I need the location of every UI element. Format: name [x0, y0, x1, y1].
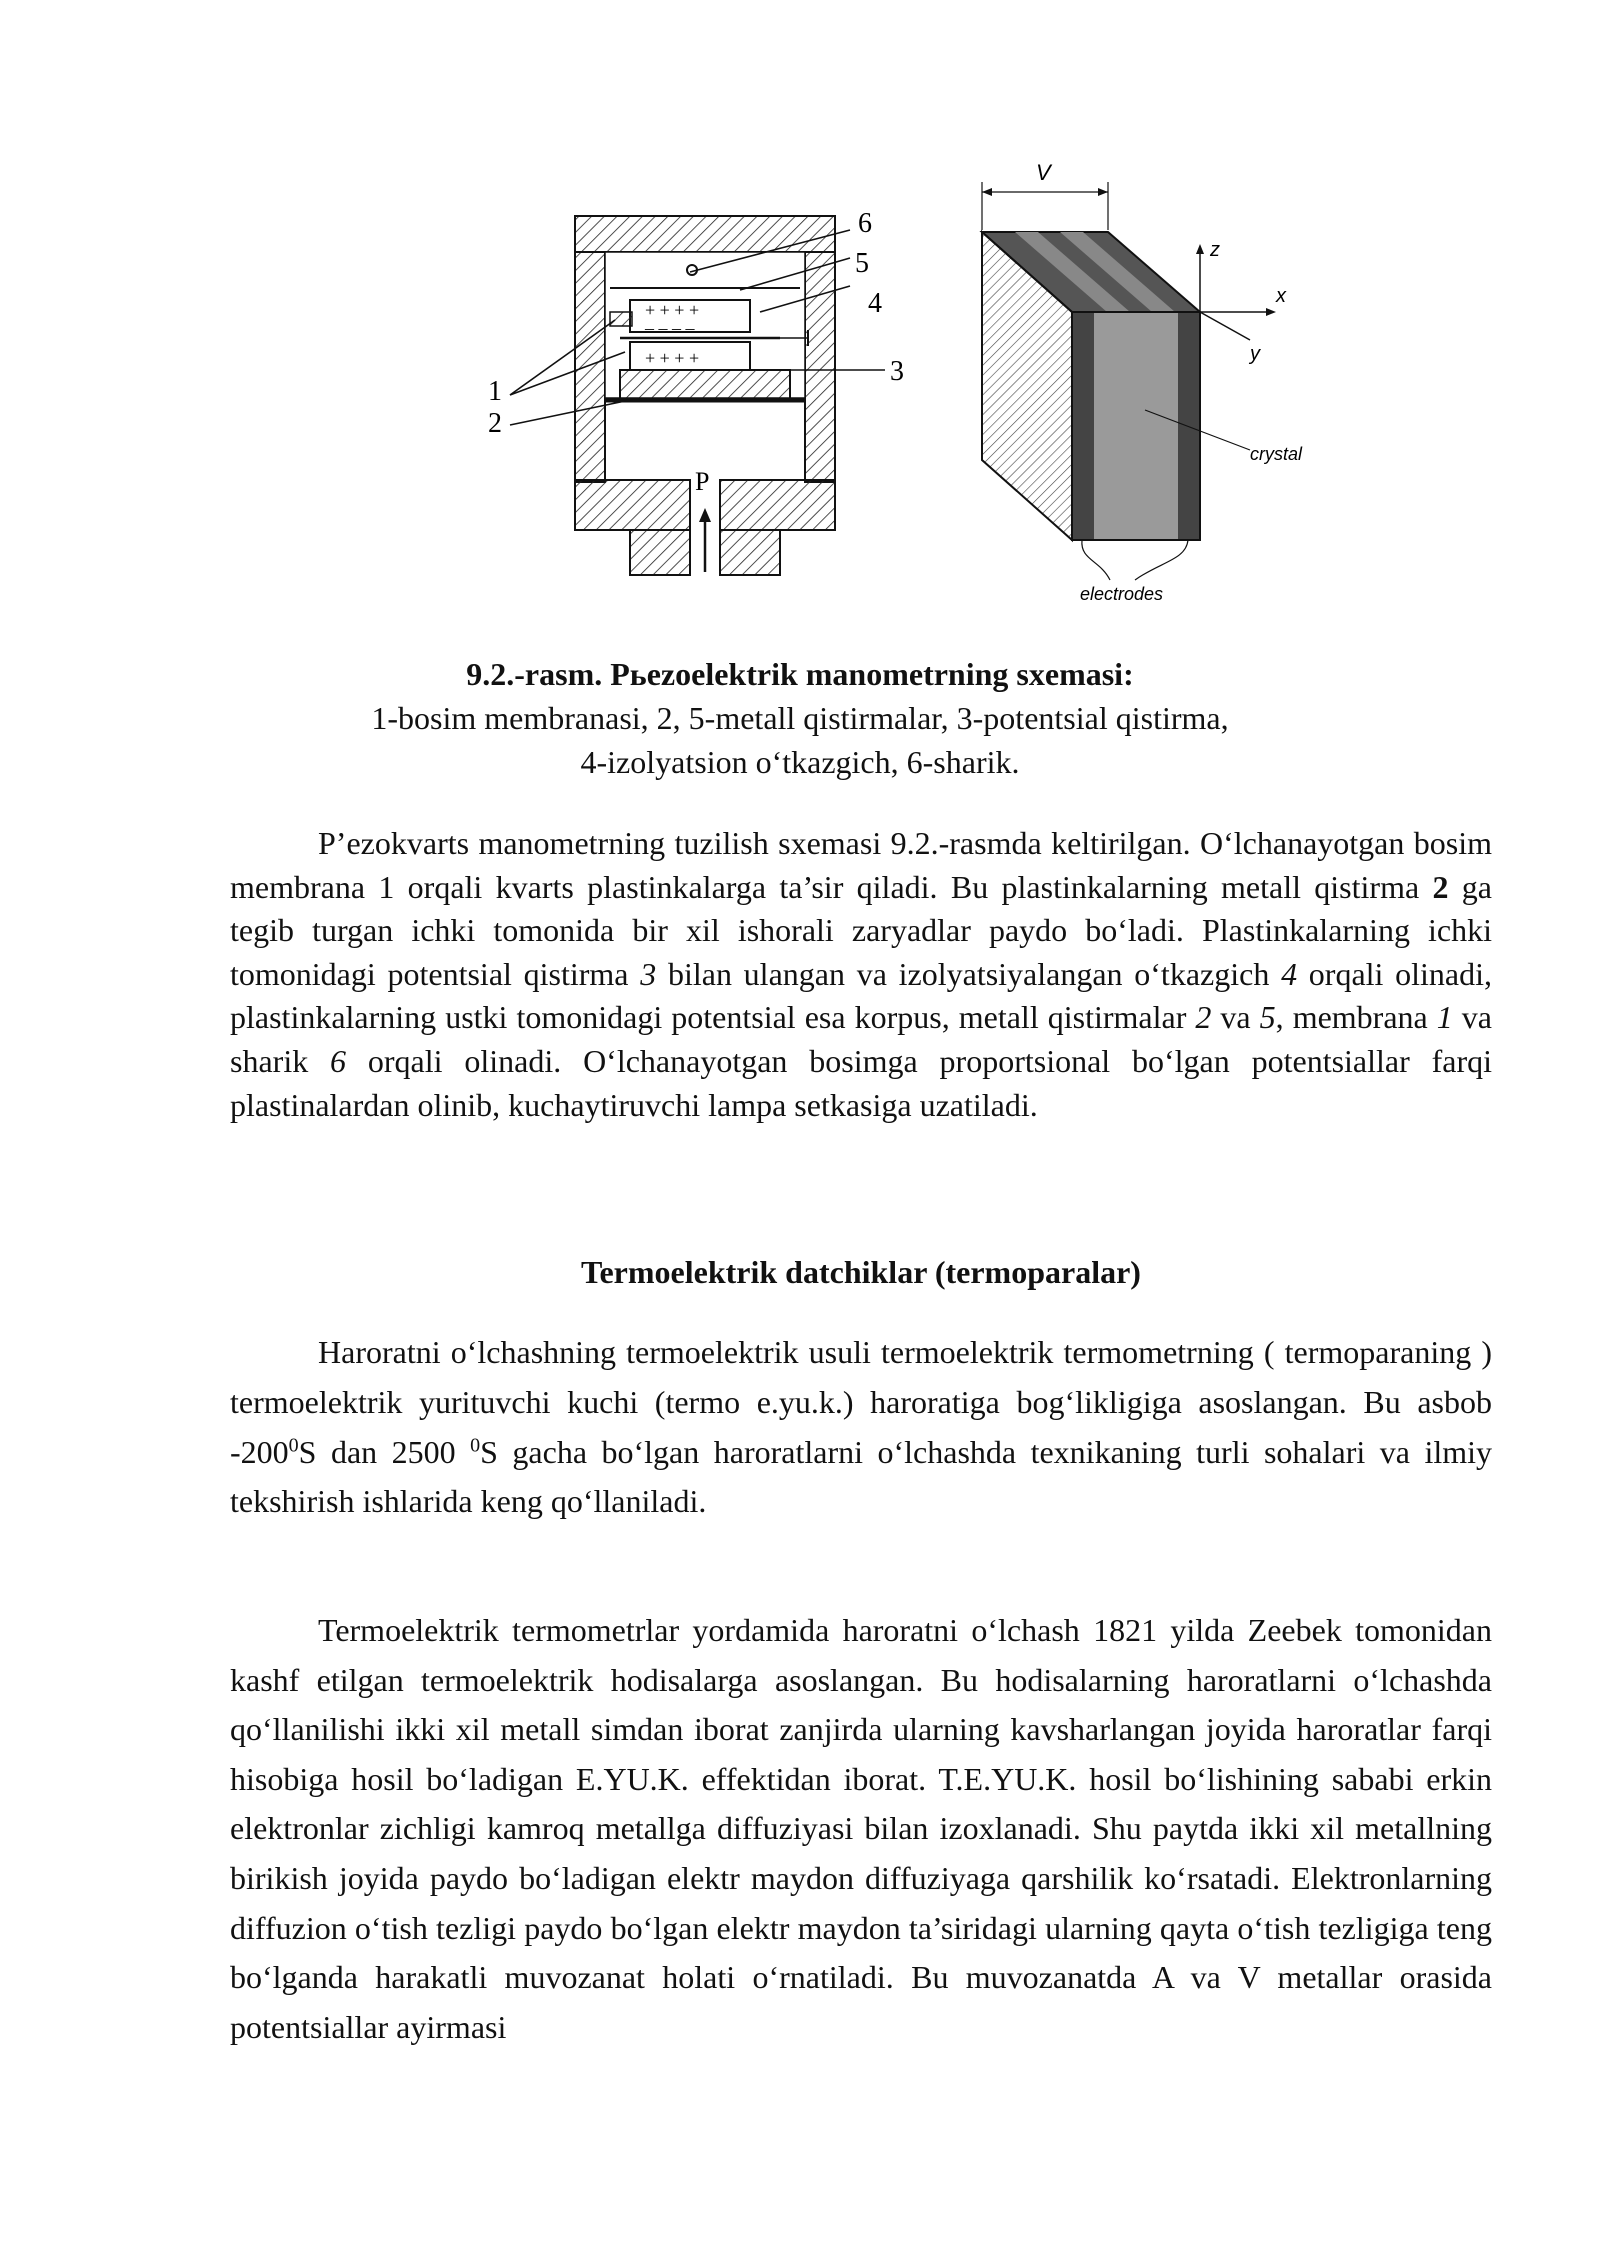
- p1-text: P’ezokvarts manometrning tuzilish sxemasi 9.2.-rasmda keltirilgan. O‘lchanayotgan bosim membrana 1 orqali kvarts plastinkalarga ta’sir qiladi. Bu plastinkalarning metall qistirma: [230, 825, 1492, 905]
- paragraph-2: [230, 1328, 1492, 1527]
- paragraph-1: [230, 822, 1492, 1127]
- p2-text: S gacha bo‘lgan haroratlarni o‘lchashda texnikaning turli sohalari va ilmiy tekshirish ishlarida keng qo‘llaniladi.: [230, 1433, 1493, 1520]
- label-v: V: [1036, 160, 1051, 185]
- p1-text: ga tegib turgan ichki tomonida bir xil ishorali zaryadlar paydo bo‘ladi. Plastinkalarning ichki tomonidagi potentsial qistirma: [230, 868, 1493, 992]
- label-2: 2: [488, 408, 502, 439]
- p1-bold-ref: 2: [1432, 868, 1449, 905]
- caption-line-2: 4-izolyatsion o‘tkazgich, 6-sharik.: [580, 744, 1020, 780]
- p1-italic-ref: 3: [640, 955, 657, 992]
- p1-text: , membrana: [1275, 999, 1437, 1036]
- p1-text: orqali olinadi, plastinkalarning ustki tomonidagi potentsial esa korpus, metall qistirmalar: [230, 955, 1493, 1036]
- degree-sup: 0: [288, 1433, 299, 1456]
- label-3: 3: [890, 356, 904, 387]
- section-heading: Termoelektrik datchiklar (termoparalar): [581, 1254, 1141, 1290]
- label-crystal: crystal: [1250, 444, 1303, 464]
- label-6: 6: [858, 208, 872, 239]
- label-x: x: [1276, 285, 1286, 307]
- manometer-schematic: [480, 200, 940, 600]
- p1-italic-ref: 1: [1436, 999, 1453, 1036]
- paragraph-3: [230, 1606, 1492, 2052]
- p1-italic-ref: 6: [330, 1042, 347, 1079]
- figure: [0, 0, 1600, 620]
- p3-text: Termoelektrik termometrlar yordamida haroratni o‘lchash 1821 yilda Zeebek tomonidan kashf etilgan termoelektrik hodisalarga asoslangan. Bu hodisalarning haroratlarni o‘lchashda qo‘llanilishi ikki xil metall simdan iborat zanjirda ularning kavsharlangan joyida haroratlar farqi hisobiga hosil bo‘ladigan E.YU.K. effektidan iborat. T.E.YU.K. hosil bo‘lishining sababi erkin elektronlar zichligi kamroq metallga diffuziyasi bilan izoxlanadi. Shu paytda ikki xil metallning birikish joyida paydo bo‘ladigan elektr maydon diffuziyaga qarshilik ko‘rsatadi. Elektronlarning diffuzion o‘tish tezligi paydo bo‘lgan elektr maydon ta’siridagi ularning qayta o‘tish tezligiga teng bo‘lganda harakatli muvozanat holati o‘rnatiladi. Bu muvozanatda A va V metallar orasida potentsiallar ayirmasi: [230, 1612, 1492, 2045]
- label-p: P: [695, 467, 710, 496]
- label-electrodes: electrodes: [1080, 584, 1164, 604]
- caption-title: 9.2.-rasm. Pьezoelektrik manometrning sxemasi:: [466, 656, 1134, 692]
- p1-text: orqali olinadi. O‘lchanayotgan bosimga proportsional bo‘lgan potentsiallar farqi plastinalardan olinib, kuchaytiruvchi lampa setkasiga uzatiladi.: [230, 1042, 1493, 1123]
- crystal-diagram: [960, 150, 1340, 610]
- svg-text:+ + + +: + + + +: [645, 348, 700, 368]
- p1-italic-ref: 4: [1281, 955, 1298, 992]
- label-5: 5: [855, 248, 869, 279]
- figure-caption: [230, 652, 1370, 784]
- svg-text:+ + + +: + + + +: [645, 300, 700, 320]
- svg-text:– – – –: – – – –: [645, 318, 695, 338]
- p2-text: Haroratni o‘lchashning termoelektrik usuli termoelektrik termometrning ( termoparaning ) termoelektrik yurituvchi kuchi (termo e.yu.k.) haroratiga bog‘likligiga asoslangan. Bu asbob -200: [230, 1334, 1492, 1470]
- label-4: 4: [868, 288, 882, 319]
- p2-text: S dan 2500: [298, 1433, 471, 1470]
- p1-text: va: [1211, 999, 1260, 1036]
- label-1: 1: [488, 376, 502, 407]
- p1-text: bilan ulangan va izolyatsiyalangan o‘tkazgich: [656, 955, 1282, 992]
- caption-line-1: 1-bosim membranasi, 2, 5-metall qistirmalar, 3-potentsial qistirma,: [371, 700, 1229, 736]
- degree-sup: 0: [470, 1433, 481, 1456]
- p1-text: va sharik: [230, 999, 1493, 1079]
- label-z: z: [1210, 239, 1220, 261]
- p1-italic-ref: 5: [1259, 999, 1276, 1036]
- label-y: y: [1250, 343, 1260, 365]
- p1-italic-ref: 2: [1195, 999, 1212, 1036]
